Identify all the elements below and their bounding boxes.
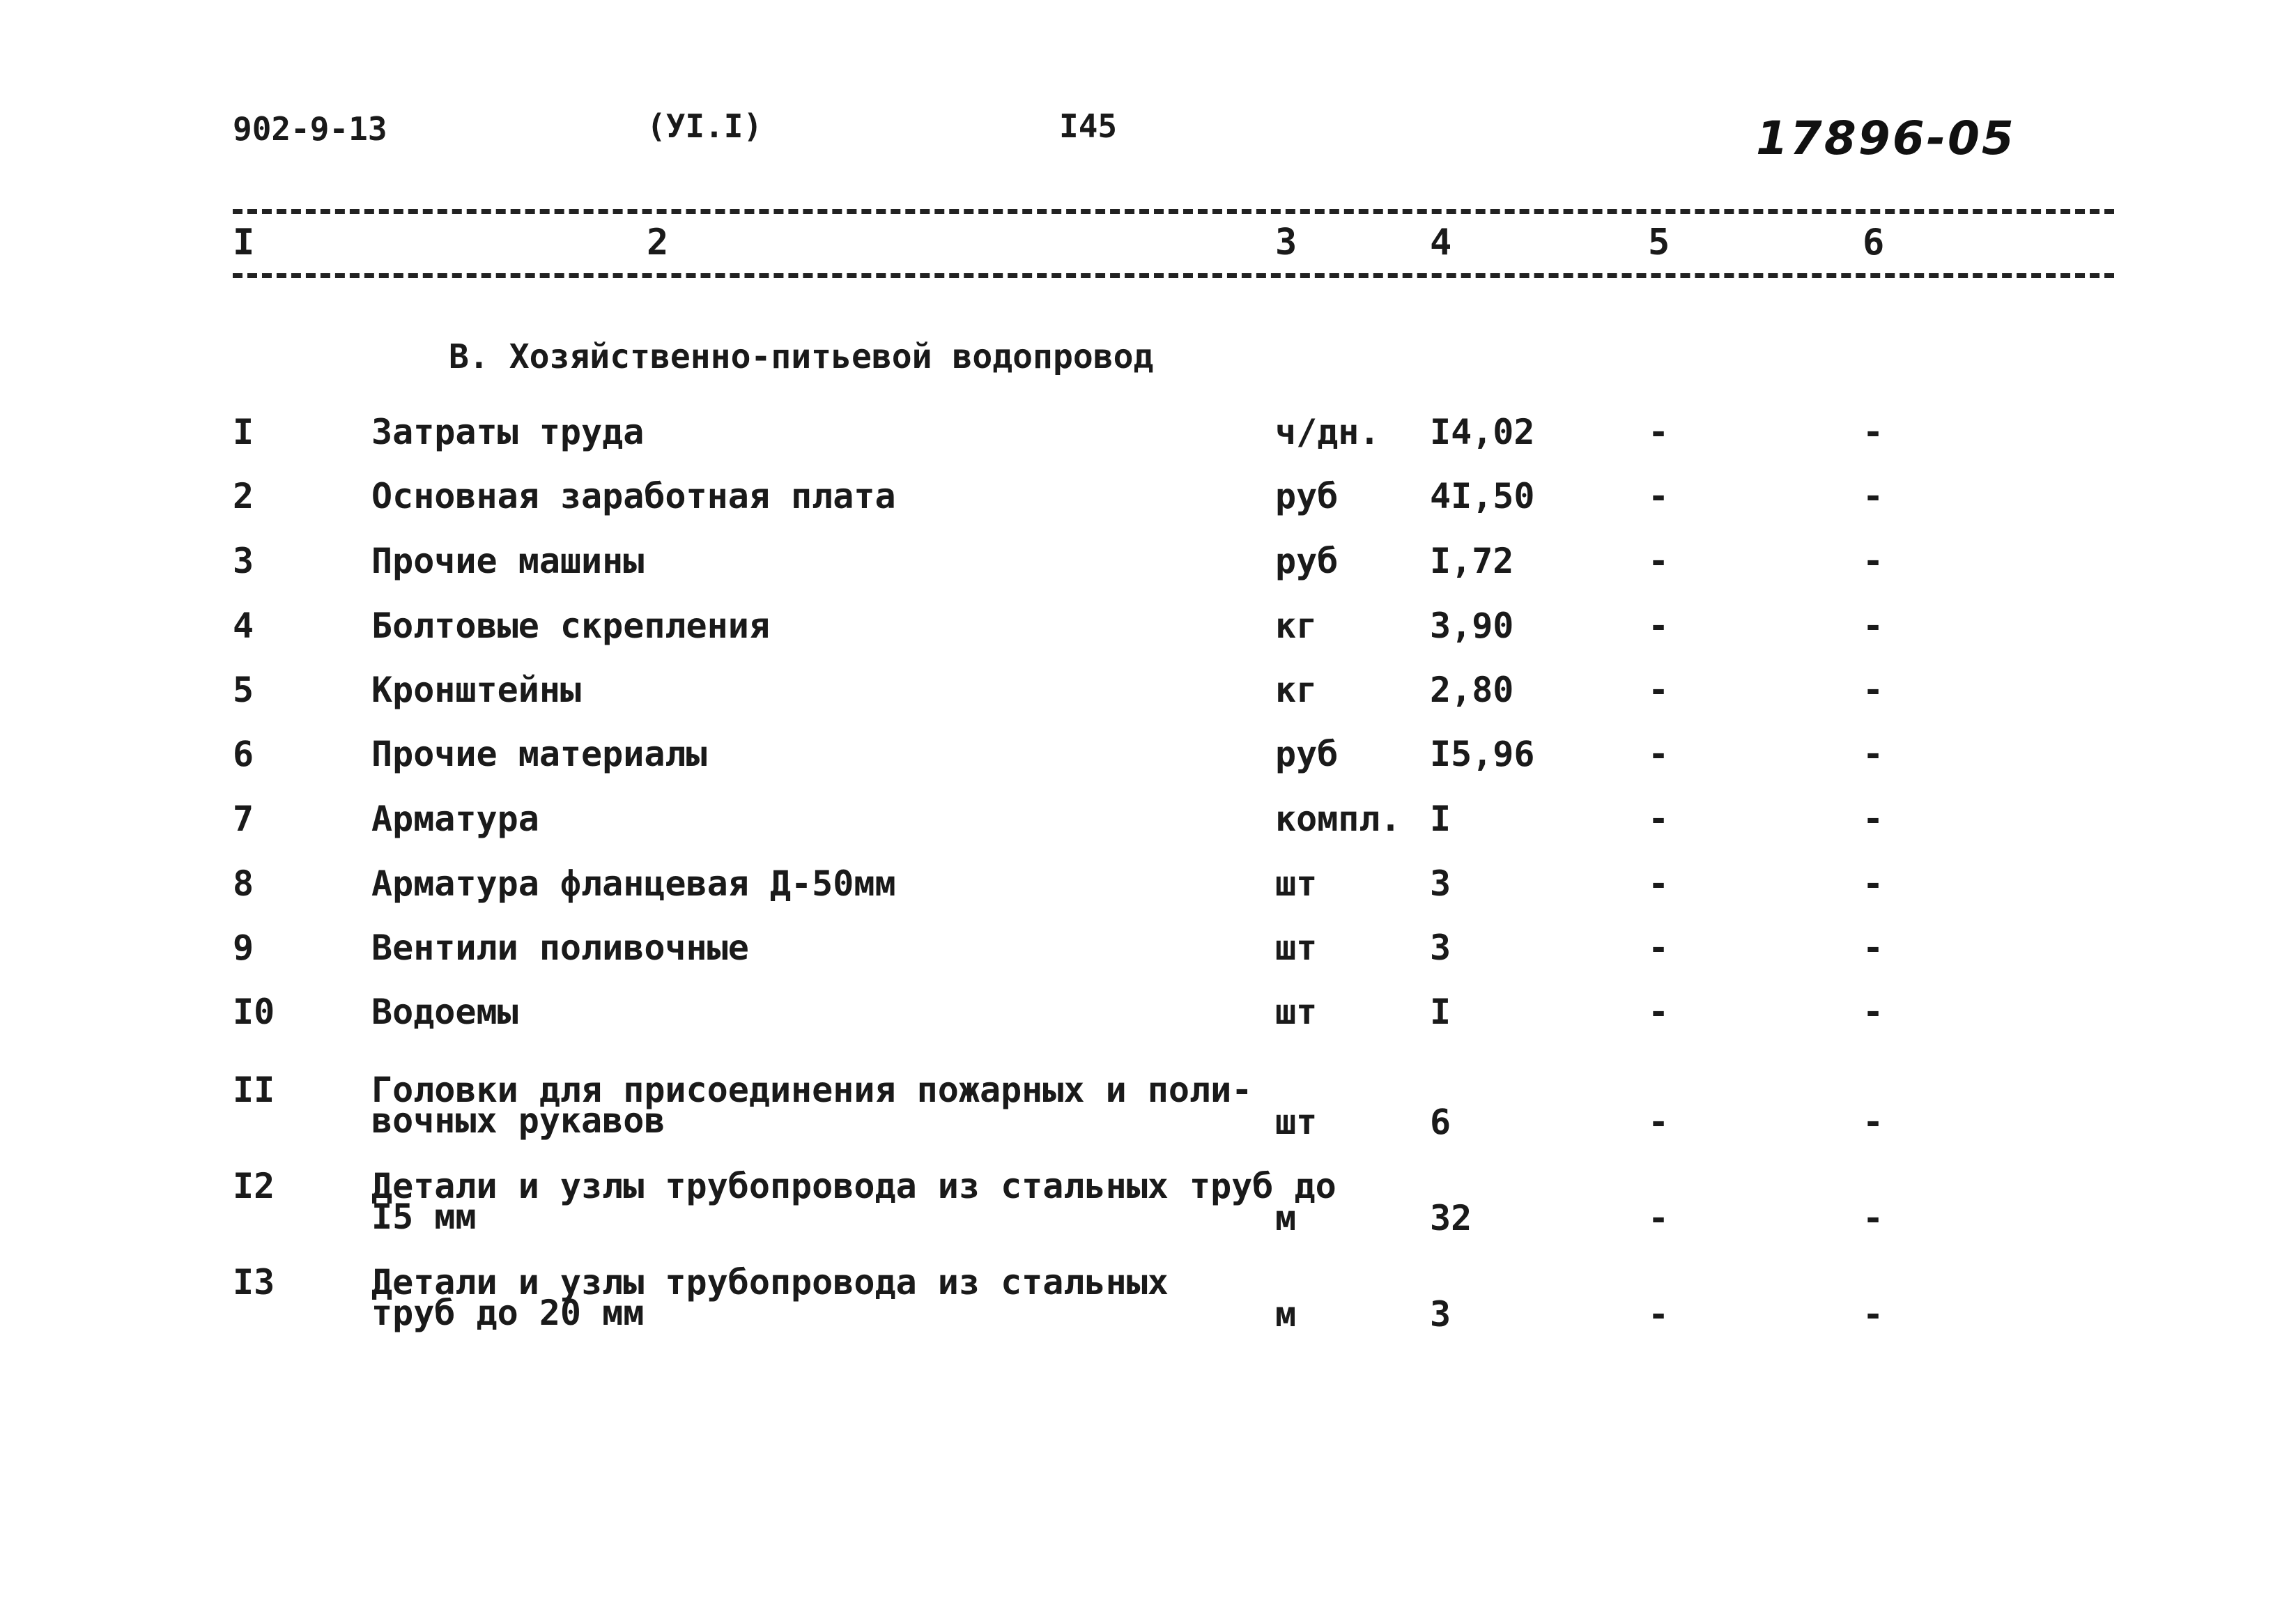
dash-text: -	[1863, 1198, 1884, 1238]
dash-text: -	[1648, 670, 1670, 710]
empty-value-dash	[1648, 1198, 1670, 1238]
quantity: I	[1430, 799, 1451, 839]
quantity: 2,80	[1430, 670, 1514, 710]
inventory-number: 17896-05	[1756, 112, 2016, 165]
item-name: Кронштейны	[371, 670, 582, 710]
quantity: 6	[1430, 1102, 1451, 1142]
item-name: Арматура	[371, 799, 539, 839]
item-name: Вентили поливочные	[371, 928, 749, 968]
empty-value-dash	[1648, 734, 1670, 774]
empty-value-dash	[1863, 1102, 1884, 1142]
dash-text: -	[1863, 541, 1884, 581]
bottom-dashed-rule	[233, 273, 2114, 278]
dash-text: -	[1648, 1102, 1670, 1142]
empty-value-dash	[1863, 992, 1884, 1032]
quantity: I5,96	[1430, 734, 1535, 774]
item-name: Болтовые скрепления	[371, 606, 770, 646]
document-code: 902-9-13	[233, 110, 387, 148]
empty-value-dash	[1648, 670, 1670, 710]
empty-value-dash	[1648, 606, 1670, 646]
dash-text: -	[1863, 476, 1884, 516]
dash-text: -	[1863, 799, 1884, 839]
row-number: I	[233, 412, 254, 452]
dash-text: -	[1648, 734, 1670, 774]
column-number-5: 5	[1648, 222, 1670, 263]
column-number-2: 2	[647, 222, 669, 263]
row-number: 7	[233, 799, 254, 839]
row-number: 3	[233, 541, 254, 581]
row-number: I3	[233, 1262, 275, 1302]
empty-value-dash	[1863, 734, 1884, 774]
column-number-4: 4	[1430, 222, 1452, 263]
table-row	[0, 541, 2296, 613]
empty-value-dash	[1648, 863, 1670, 904]
table-row	[0, 412, 2296, 484]
dash-text: -	[1863, 992, 1884, 1032]
unit: м	[1275, 1198, 1297, 1238]
table-row	[0, 1166, 2296, 1238]
unit: руб	[1275, 476, 1339, 516]
table-row	[0, 799, 2296, 870]
empty-value-dash	[1863, 670, 1884, 710]
empty-value-dash	[1863, 863, 1884, 904]
dash-text: -	[1863, 1294, 1884, 1335]
empty-value-dash	[1648, 476, 1670, 516]
unit: кг	[1275, 670, 1318, 710]
row-number: 5	[233, 670, 254, 710]
dash-text: -	[1863, 670, 1884, 710]
unit: ч/дн.	[1275, 412, 1380, 452]
quantity: 4I,50	[1430, 476, 1535, 516]
row-number: I0	[233, 992, 275, 1032]
empty-value-dash	[1648, 928, 1670, 968]
dash-text: -	[1648, 541, 1670, 581]
empty-value-dash	[1648, 412, 1670, 452]
dash-text: -	[1863, 863, 1884, 904]
empty-value-dash	[1863, 412, 1884, 452]
empty-value-dash	[1863, 476, 1884, 516]
dash-text: -	[1863, 1102, 1884, 1142]
table-row	[0, 670, 2296, 741]
item-name: вочных рукавов	[371, 1100, 665, 1141]
table-row	[0, 734, 2296, 806]
unit: шт	[1275, 928, 1318, 968]
row-number: 8	[233, 863, 254, 904]
page-number: I45	[1059, 107, 1118, 145]
empty-value-dash	[1863, 541, 1884, 581]
empty-value-dash	[1648, 992, 1670, 1032]
top-dashed-rule	[233, 209, 2114, 214]
item-name: I5 мм	[371, 1197, 477, 1237]
item-name: Прочие машины	[371, 541, 645, 581]
dash-text: -	[1863, 734, 1884, 774]
row-number: I2	[233, 1166, 275, 1206]
empty-value-dash	[1648, 1102, 1670, 1142]
unit: компл.	[1275, 799, 1401, 839]
table-row	[0, 1070, 2296, 1142]
table-row	[0, 992, 2296, 1063]
quantity: 3	[1430, 928, 1451, 968]
dash-text: -	[1648, 863, 1670, 904]
empty-value-dash	[1863, 1294, 1884, 1335]
unit: шт	[1275, 992, 1318, 1032]
dash-text: -	[1863, 412, 1884, 452]
dash-text: -	[1648, 992, 1670, 1032]
item-name: Арматура фланцевая Д-50мм	[371, 863, 896, 904]
quantity: I4,02	[1430, 412, 1535, 452]
unit: шт	[1275, 863, 1318, 904]
column-number-6: 6	[1863, 222, 1885, 263]
unit: м	[1275, 1294, 1297, 1335]
item-name: Детали и узлы трубопровода из стальных труб до	[371, 1166, 1336, 1206]
unit: шт	[1275, 1102, 1318, 1142]
item-name: Прочие материалы	[371, 734, 707, 774]
quantity: 3,90	[1430, 606, 1514, 646]
row-number: 9	[233, 928, 254, 968]
column-number-3: 3	[1275, 222, 1297, 263]
empty-value-dash	[1863, 1198, 1884, 1238]
item-name: Водоемы	[371, 992, 518, 1032]
dash-text: -	[1648, 1294, 1670, 1335]
unit: кг	[1275, 606, 1318, 646]
table-row	[0, 928, 2296, 999]
column-number-1: I	[233, 222, 255, 263]
unit: руб	[1275, 734, 1339, 774]
table-row	[0, 863, 2296, 935]
empty-value-dash	[1648, 799, 1670, 839]
row-number: 6	[233, 734, 254, 774]
dash-text: -	[1648, 606, 1670, 646]
empty-value-dash	[1648, 541, 1670, 581]
table-row	[0, 1262, 2296, 1335]
section-title: В. Хозяйственно-питьевой водопровод	[449, 337, 1154, 376]
dash-text: -	[1648, 1198, 1670, 1238]
item-name: труб до 20 мм	[371, 1293, 645, 1333]
dash-text: -	[1863, 928, 1884, 968]
row-number: 2	[233, 476, 254, 516]
quantity: 3	[1430, 863, 1451, 904]
quantity: I,72	[1430, 541, 1514, 581]
volume-label: (УI.I)	[647, 107, 763, 145]
item-name: Детали и узлы трубопровода из стальных	[371, 1262, 1169, 1302]
quantity: 3	[1430, 1294, 1451, 1335]
row-number: 4	[233, 606, 254, 646]
row-number: II	[233, 1070, 275, 1110]
empty-value-dash	[1863, 606, 1884, 646]
table-row	[0, 476, 2296, 548]
item-name: Основная заработная плата	[371, 476, 896, 516]
unit: руб	[1275, 541, 1339, 581]
dash-text: -	[1648, 412, 1670, 452]
quantity: I	[1430, 992, 1451, 1032]
item-name: Головки для присоединения пожарных и поли-	[371, 1070, 1253, 1110]
empty-value-dash	[1648, 1294, 1670, 1335]
empty-value-dash	[1863, 799, 1884, 839]
table-row	[0, 606, 2296, 677]
empty-value-dash	[1863, 928, 1884, 968]
dash-text: -	[1648, 928, 1670, 968]
dash-text: -	[1648, 799, 1670, 839]
dash-text: -	[1863, 606, 1884, 646]
item-name: Затраты труда	[371, 412, 645, 452]
quantity: 32	[1430, 1198, 1472, 1238]
dash-text: -	[1648, 476, 1670, 516]
